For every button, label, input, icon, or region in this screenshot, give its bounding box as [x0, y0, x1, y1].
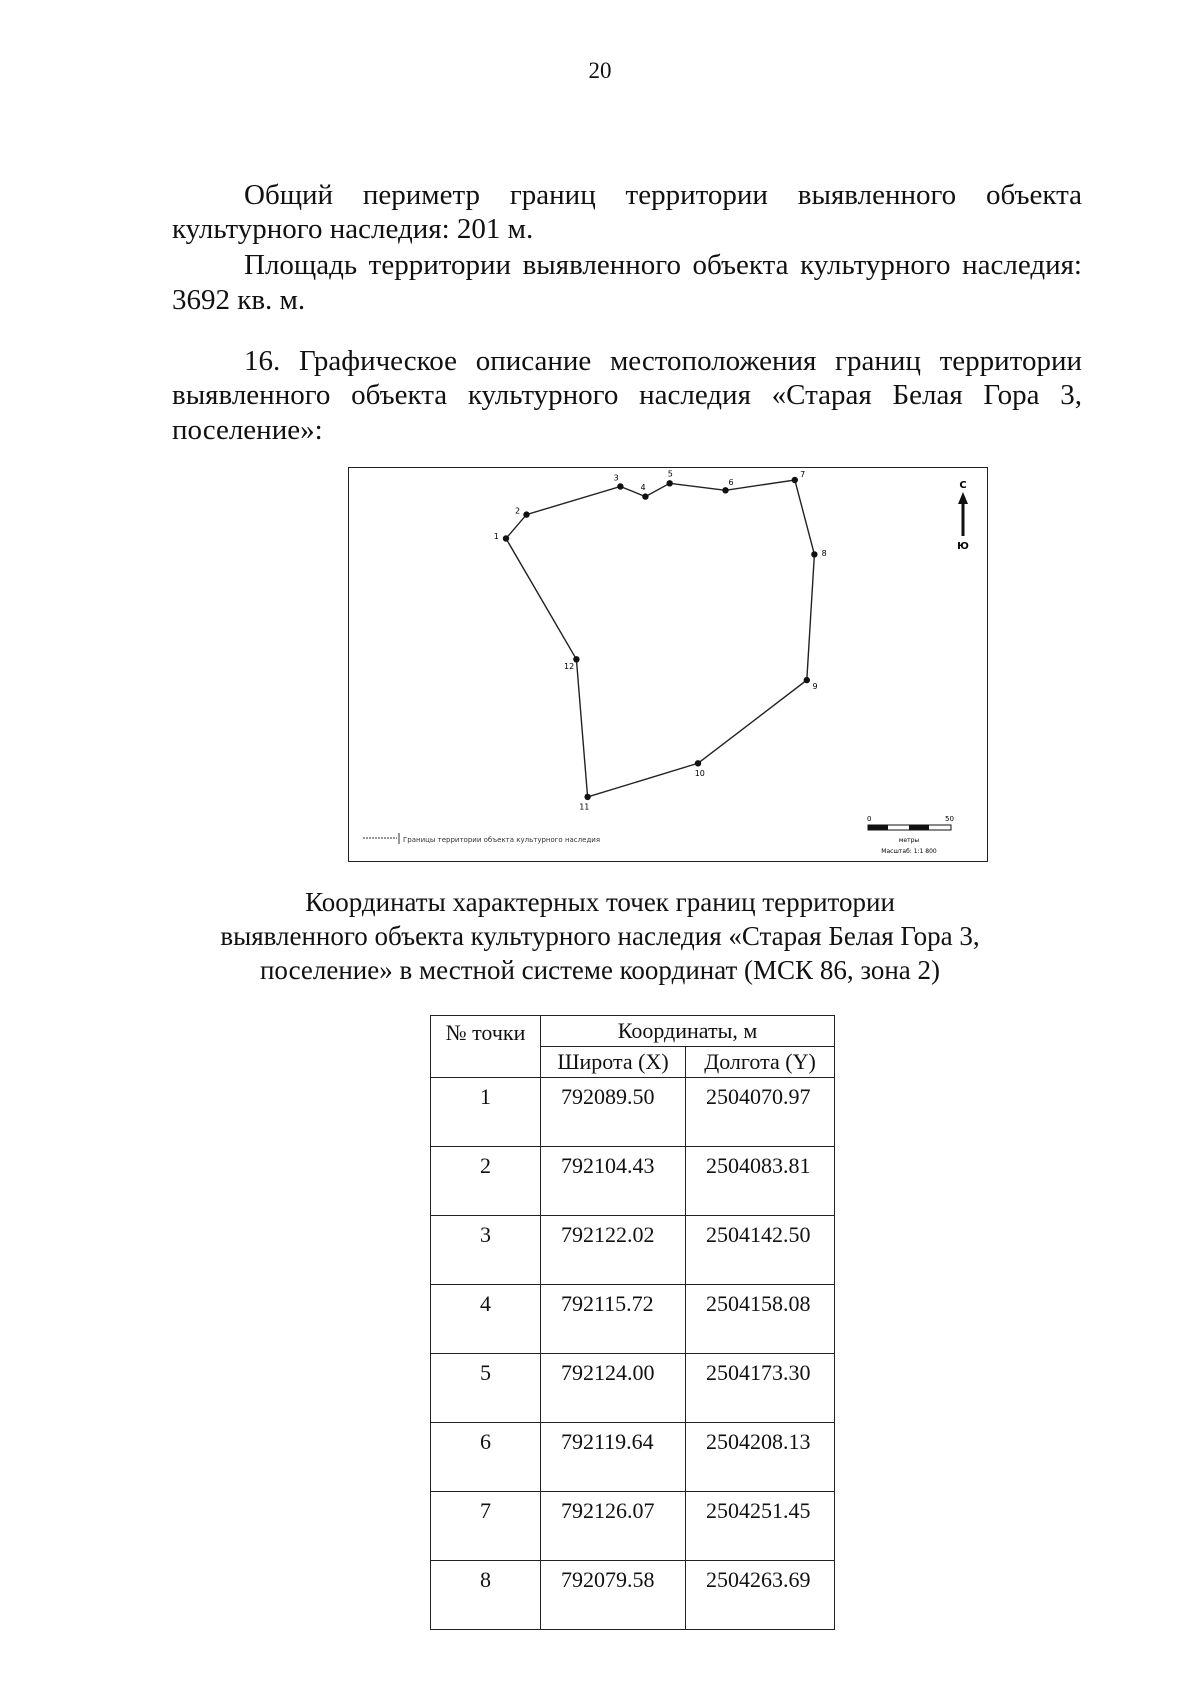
point-number-cell: 7 — [431, 1492, 541, 1561]
point-number-cell: 1 — [431, 1078, 541, 1147]
coordinates-title-line-1: Координаты характерных точек границ территории — [305, 887, 895, 917]
area-line-2: 3692 кв. м. — [172, 284, 306, 316]
latitude-cell: 792079.58 — [541, 1561, 686, 1630]
coordinates-title-line-3: поселение» в местной системе координат (МСК 86, зона 2) — [259, 955, 940, 985]
point-number-cell: 3 — [431, 1216, 541, 1285]
page-number: 20 — [588, 58, 612, 83]
perimeter-line-2: культурного наследия: 201 м. — [172, 213, 534, 245]
scale-text: Масштаб: 1:1 800 — [881, 848, 937, 855]
latitude-cell: 792122.02 — [541, 1216, 686, 1285]
boundary-map — [348, 467, 988, 862]
longitude-cell: 2504158.08 — [686, 1285, 835, 1354]
latitude-cell: 792119.64 — [541, 1423, 686, 1492]
header-longitude: Долгота (Y) — [686, 1047, 835, 1078]
section-heading-line-3: поселение»: — [172, 414, 323, 446]
boundary-point-label: 7 — [800, 470, 806, 479]
boundary-point — [523, 511, 529, 517]
boundary-point — [617, 483, 623, 489]
boundary-point — [503, 535, 509, 541]
boundary-point-label: 11 — [579, 802, 590, 812]
point-number-cell: 2 — [431, 1147, 541, 1216]
boundary-map-drawing — [349, 468, 989, 863]
boundary-point — [642, 493, 648, 499]
legend-text: Границы территории объекта культурного наследия — [403, 836, 601, 844]
scale-zero-label: 0 — [867, 815, 872, 823]
table-row — [431, 1147, 835, 1216]
header-coordinates: Координаты, м — [541, 1016, 835, 1047]
boundary-point — [804, 677, 810, 683]
table-row — [431, 1216, 835, 1285]
north-arrow — [957, 480, 969, 552]
latitude-cell: 792115.72 — [541, 1285, 686, 1354]
boundary-point-label: 2 — [514, 506, 521, 516]
latitude-cell: 792124.00 — [541, 1354, 686, 1423]
boundary-point — [811, 551, 817, 557]
table-row — [431, 1078, 835, 1147]
coordinates-title-line-2: выявленного объекта культурного наследия «Старая Белая Гора 3, — [220, 921, 980, 951]
boundary-point — [695, 760, 701, 766]
area-line-1: Площадь территории выявленного объекта культурного наследия: — [244, 249, 1082, 281]
boundary-point-label: 8 — [821, 548, 827, 558]
boundary-point-label: 12 — [564, 662, 575, 672]
boundary-point — [584, 794, 590, 800]
scale-unit-label: метры — [898, 837, 920, 844]
boundary-point-label: 6 — [728, 478, 734, 488]
boundary-point-label: 3 — [613, 473, 619, 483]
perimeter-line-1: Общий периметр границ территории выявленного объекта — [244, 179, 1082, 211]
map-legend — [363, 833, 600, 844]
table-row — [431, 1423, 835, 1492]
latitude-cell: 792126.07 — [541, 1492, 686, 1561]
longitude-cell: 2504173.30 — [686, 1354, 835, 1423]
latitude-cell: 792104.43 — [541, 1147, 686, 1216]
table-row — [431, 1285, 835, 1354]
boundary-point — [722, 487, 728, 493]
latitude-cell: 792089.50 — [541, 1078, 686, 1147]
point-number-cell: 5 — [431, 1354, 541, 1423]
point-number-cell: 4 — [431, 1285, 541, 1354]
boundary-point — [667, 480, 673, 486]
boundary-line — [506, 480, 814, 797]
boundary-point-label: 9 — [812, 681, 818, 691]
scale-bar — [867, 815, 954, 855]
longitude-cell: 2504251.45 — [686, 1492, 835, 1561]
header-point-number: № точки — [431, 1016, 541, 1078]
coordinates-table — [430, 1015, 835, 1630]
boundary-point-label: 4 — [640, 482, 646, 492]
boundary-point — [792, 477, 798, 483]
scale-max-label: 50 — [945, 815, 954, 823]
point-number-cell: 6 — [431, 1423, 541, 1492]
north-label: С — [959, 480, 967, 491]
coordinates-title — [200, 885, 1000, 987]
longitude-cell: 2504083.81 — [686, 1147, 835, 1216]
table-row — [431, 1354, 835, 1423]
south-label: Ю — [957, 541, 969, 552]
section-heading-line-1: 16. Графическое описание местоположения границ территории — [244, 345, 1082, 377]
longitude-cell: 2504070.97 — [686, 1078, 835, 1147]
longitude-cell: 2504208.13 — [686, 1423, 835, 1492]
section-heading-line-2: выявленного объекта культурного наследия «Старая Белая Гора 3, — [172, 379, 1082, 411]
point-number-cell: 8 — [431, 1561, 541, 1630]
table-row — [431, 1561, 835, 1630]
longitude-cell: 2504263.69 — [686, 1561, 835, 1630]
longitude-cell: 2504142.50 — [686, 1216, 835, 1285]
table-row — [431, 1492, 835, 1561]
boundary-point-label: 1 — [493, 532, 499, 542]
boundary-point-label: 10 — [694, 769, 705, 779]
boundary-point-label: 5 — [667, 469, 673, 479]
header-latitude: Широта (X) — [541, 1047, 686, 1078]
